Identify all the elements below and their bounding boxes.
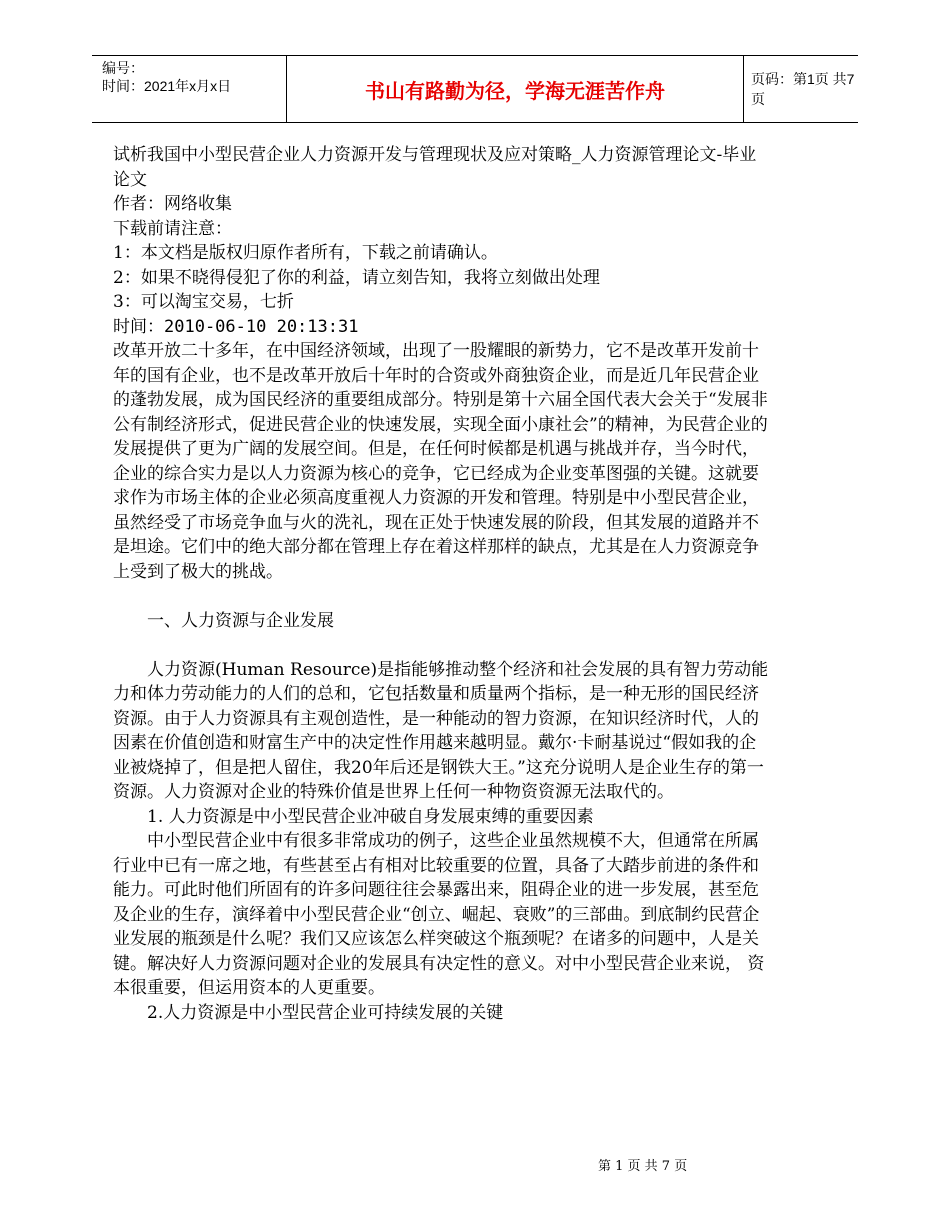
header-motto: 书山有路勤为径，学海无涯苦作舟 xyxy=(286,56,744,122)
header-page-label: 页码：第1页 共7页 xyxy=(751,71,855,107)
notice-item: 1：本文档是版权归原作者所有，下载之前请确认。 xyxy=(113,243,498,263)
footer-page-number: 第 1 页 共 7 页 xyxy=(598,1159,688,1174)
notice-item: 3：可以淘宝交易，七折 xyxy=(113,292,294,312)
header-meta xyxy=(92,56,286,122)
subsection-heading: 2.人力资源是中小型民营企业可持续发展的关键 xyxy=(147,1002,504,1023)
page-header xyxy=(92,55,858,123)
body-paragraph: 人力资源(Human Resource)是指能够推动整个经济和社会发展的具有智力劳动能力和体力劳动能力的人们的总和，它包括数量和质量两个指标，是一种无形的国民经济资源。由于人力资源具有主观创造性，是一种能动的智力资源，在知识经济时代，人的因素在价值创造和财富生产中的决定性作用越来越明显。戴尔·卡耐基说过“假如我的企业被烧掉了，但是把人留住，我20年后还是钢铁大王。”这充分说明人是企业生存的第一资源。人力资源对企业的特殊价值是世界上任何一种物资资源无法取代的。 xyxy=(113,659,769,802)
section-heading: 一、人力资源与企业发展 xyxy=(147,610,334,631)
doc-title: 试析我国中小型民营企业人力资源开发与管理现状及应对策略_人力资源管理论文-毕业论文 xyxy=(113,145,757,190)
spacer xyxy=(113,633,773,658)
document-body xyxy=(113,143,773,1025)
spacer xyxy=(113,584,773,609)
doc-author: 作者：网络收集 xyxy=(113,194,232,214)
doc-time-label: 时间：2021年x月x日 xyxy=(102,78,232,94)
doc-number-label: 编号： xyxy=(102,60,144,76)
subsection-heading: 1. 人力资源是中小型民营企业冲破自身发展束缚的重要因素 xyxy=(147,806,594,827)
notice-item: 2：如果不晓得侵犯了你的利益，请立刻告知，我将立刻做出处理 xyxy=(113,267,600,288)
body-paragraph: 中小型民营企业中有很多非常成功的例子，这些企业虽然规模不大，但通常在所属行业中已有一席之地，有些甚至占有相对比较重要的位置，具备了大踏步前进的条件和能力。可此时他们所固有的许多问题往往会暴露出来，阻碍企业的进一步发展，甚至危及企业的生存，演绎着中小型民营企业“创立、崛起、衰败”的三部曲。到底制约民营企业发展的瓶颈是什么呢？我们又应该怎么样突破这个瓶颈呢？在诸多的问题中，人是关键。解决好人力资源问题对企业的发展具有决定性的意义。对中小型民营企业来说， 资本很重要，但运用资本的人更重要。 xyxy=(113,831,765,998)
notice-heading: 下载前请注意： xyxy=(113,218,232,239)
intro-paragraph: 改革开放二十多年，在中国经济领域，出现了一股耀眼的新势力，它不是改革开发前十年的国有企业，也不是改革开放后十年时的合资或外商独资企业，而是近几年民营企业的蓬勃发展，成为国民经济的重要组成部分。特别是第十六届全国代表大会关于“发展非公有制经济形式，促进民营企业的快速发展，实现全面小康社会”的精神，为民营企业的发展提供了更为广阔的发展空间。但是，在任何时候都是机遇与挑战并存，当今时代，企业的综合实力是以人力资源为核心的竞争，它已经成为企业变革图强的关键。这就要求作为市场主体的企业必须高度重视人力资源的开发和管理。特别是中小型民营企业，虽然经受了市场竞争血与火的洗礼，现在正处于快速发展的阶段，但其发展的道路并不是坦途。它们中的绝大部分都在管理上存在着这样那样的缺点，尤其是在人力资源竞争上受到了极大的挑战。 xyxy=(113,341,768,582)
doc-timestamp: 时间：2010-06-10 20:13:31 xyxy=(113,316,359,337)
